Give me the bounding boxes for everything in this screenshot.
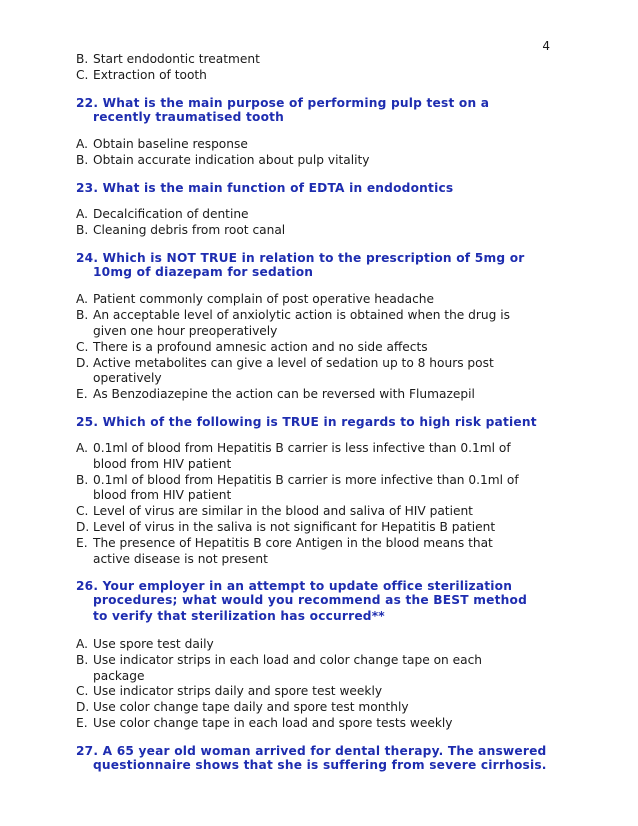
option-letter: D. [76, 355, 90, 370]
question-title-line: 23. What is the main function of EDTA in endodontics [76, 180, 454, 195]
option-text: Obtain accurate indication about pulp vitality [93, 153, 370, 168]
answer-option [76, 153, 556, 169]
option-text: Decalcification of dentine [93, 206, 249, 221]
page-number: 4 [542, 39, 550, 53]
option-text: Use color change tape in each load and spore tests weekly [93, 715, 453, 730]
answer-option [76, 387, 556, 403]
answer-option [76, 137, 556, 153]
question-title-continued: to verify that sterilization has occurred** [93, 609, 385, 624]
question-title-line: 22. What is the main purpose of performing pulp test on a [76, 95, 490, 110]
answer-option [76, 504, 556, 520]
option-letter: A. [76, 206, 88, 221]
answer-option [76, 684, 556, 700]
option-letter: B. [76, 153, 89, 168]
answer-option [76, 292, 556, 308]
option-letter: B. [76, 472, 89, 487]
question-title [76, 744, 556, 774]
option-text-continued: blood from HIV patient [93, 456, 232, 471]
option-text: Use indicator strips in each load and color change tape on each [93, 652, 483, 667]
answer-option [76, 700, 556, 716]
option-letter: B. [76, 52, 89, 66]
option-text: Cleaning debris from root canal [93, 222, 286, 237]
option-text: Extraction of tooth [93, 67, 207, 82]
option-text: The presence of Hepatitis B core Antigen in the blood means that [93, 535, 493, 550]
answer-option [76, 223, 556, 239]
option-text: There is a profound amnesic action and no side affects [93, 339, 428, 354]
option-text-continued: given one hour preoperatively [93, 323, 278, 338]
option-text-continued: operatively [93, 371, 162, 386]
answer-option [76, 52, 556, 68]
question-title [76, 579, 556, 625]
option-letter: D. [76, 519, 90, 534]
option-text: Level of virus are similar in the blood and saliva of HIV patient [93, 504, 473, 519]
answer-option [76, 536, 556, 552]
question-title-continued: questionnaire shows that she is suffering from severe cirrhosis. [93, 757, 547, 772]
document-body [76, 52, 556, 786]
answer-option [76, 716, 556, 732]
option-letter: C. [76, 67, 89, 82]
answer-option [76, 653, 556, 669]
option-letter: E. [76, 387, 88, 402]
option-text-continued: blood from HIV patient [93, 488, 232, 503]
question-title-line: 26. Your employer in an attempt to update office sterilization [76, 579, 513, 594]
option-text: Level of virus in the saliva is not significant for Hepatitis B patient [93, 519, 496, 534]
answer-option [76, 441, 556, 457]
option-letter: B. [76, 222, 89, 237]
option-text-continued: package [93, 668, 145, 683]
option-text: Patient commonly complain of post operative headache [93, 292, 435, 307]
option-letter: D. [76, 700, 90, 715]
question-title-line: 24. Which is NOT TRUE in relation to the prescription of 5mg or [76, 250, 525, 265]
question-title-continued: 10mg of diazepam for sedation [93, 264, 314, 279]
option-letter: A. [76, 440, 88, 455]
question-title [76, 251, 556, 281]
option-letter: A. [76, 137, 88, 152]
answer-option [76, 356, 556, 372]
answer-option [76, 473, 556, 489]
question-title [76, 415, 556, 429]
question-title [76, 181, 556, 195]
answer-option [76, 68, 556, 84]
question-title-continued: recently traumatised tooth [93, 109, 285, 124]
option-text: An acceptable level of anxiolytic action is obtained when the drug is [93, 308, 510, 323]
option-letter: C. [76, 684, 89, 699]
option-text: Start endodontic treatment [93, 52, 260, 66]
option-letter: B. [76, 308, 89, 323]
option-text-continued: active disease is not present [93, 551, 268, 566]
option-letter: C. [76, 504, 89, 519]
option-letter: C. [76, 339, 89, 354]
question-title-continued: procedures; what would you recommend as the BEST method [93, 593, 527, 608]
option-text: 0.1ml of blood from Hepatitis B carrier is less infective than 0.1ml of [93, 440, 511, 455]
option-letter: E. [76, 715, 88, 730]
option-text: Active metabolites can give a level of sedation up to 8 hours post [93, 355, 494, 370]
answer-option [76, 207, 556, 223]
option-text: 0.1ml of blood from Hepatitis B carrier is more infective than 0.1ml of [93, 472, 519, 487]
option-text: Use indicator strips daily and spore test weekly [93, 684, 383, 699]
question-title [76, 96, 556, 126]
answer-option [76, 520, 556, 536]
answer-option [76, 308, 556, 324]
answer-option [76, 637, 556, 653]
option-letter: B. [76, 652, 89, 667]
option-letter: A. [76, 636, 88, 651]
option-letter: A. [76, 292, 88, 307]
option-text: Obtain baseline response [93, 137, 248, 152]
question-title-line: 27. A 65 year old woman arrived for dental therapy. The answered [76, 743, 547, 758]
option-letter: E. [76, 535, 88, 550]
option-text: Use spore test daily [93, 636, 214, 651]
option-text: Use color change tape daily and spore test monthly [93, 700, 409, 715]
option-text: As Benzodiazepine the action can be reversed with Flumazepil [93, 387, 475, 402]
answer-option [76, 340, 556, 356]
question-title-line: 25. Which of the following is TRUE in regards to high risk patient [76, 414, 537, 429]
